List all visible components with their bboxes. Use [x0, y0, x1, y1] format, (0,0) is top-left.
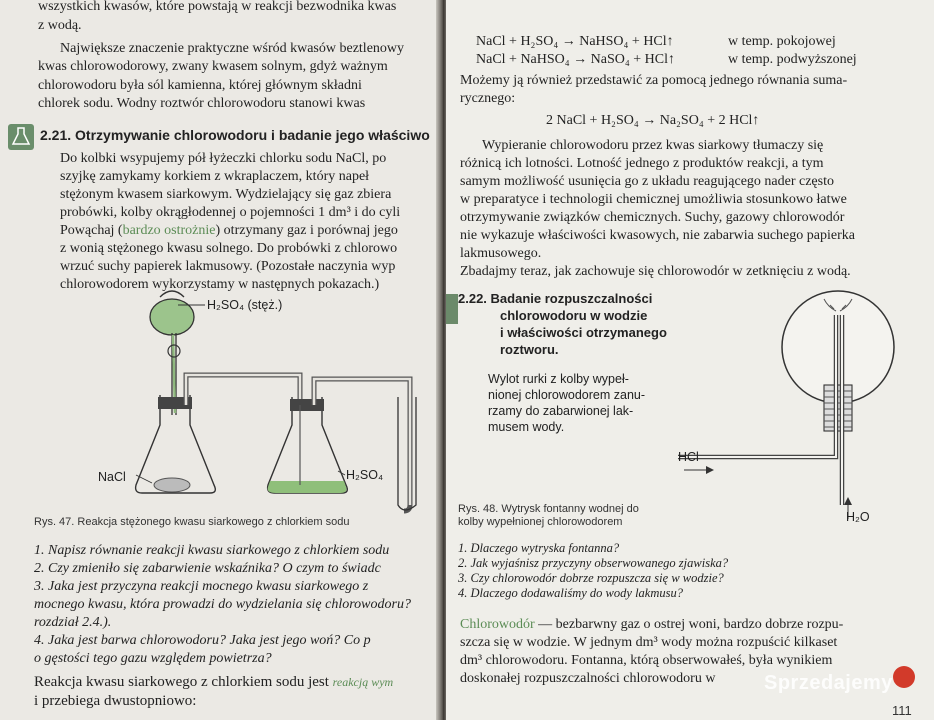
question: 2. Czy zmieniło się zabarwienie wskaźnika? O czym to świadc: [34, 561, 381, 576]
figure-caption: Rys. 48. Wytrysk fontanny wodnej do: [458, 503, 639, 515]
text-line: Reakcja kwasu siarkowego z chlorkiem sodu jest reakcją wym: [34, 674, 394, 690]
text-line: nie wykazuje właściwości kwasowych, nie zabarwia suchego papierka: [460, 228, 855, 243]
text-line: lakmusowego.: [460, 246, 542, 261]
text-line: samym możliwość usunięcia go z układu reagującego nader często: [460, 174, 834, 189]
text-line: Do kolbki wsypujemy pół łyżeczki chlorku sodu NaCl, po: [60, 151, 387, 166]
question: rozdział 2.4.).: [34, 615, 112, 630]
text-line: wrzuć suchy papierek lakmusowy. (Pozostałe naczynia wyp: [60, 259, 396, 274]
experiment-icon: [8, 124, 34, 150]
equation-condition: w temp. pokojowej: [728, 34, 836, 49]
definition-term: Chlorowodór: [460, 617, 535, 632]
text-line: kwas chlorowodorowy, zwany kwasem solnym, gdyż ważnym: [38, 59, 388, 74]
section-title: 2.21. Otrzymywanie chlorowodoru i badanie jego właściwo: [40, 127, 430, 143]
left-page: [0, 0, 442, 720]
question: 4. Jaka jest barwa chlorowodoru? Jaka jest jego woń? Co p: [34, 633, 371, 648]
label-hcl: HCl: [678, 450, 699, 464]
question: 3. Czy chlorowodór dobrze rozpuszcza się w wodzie?: [458, 571, 724, 585]
text-line: probówki, kolby okrągłodennej o pojemności 1 dm³ i do cyli: [60, 205, 401, 220]
section-title: roztworu.: [500, 342, 559, 357]
text-line: w preparatyce i technologii chemicznej umożliwia stosunkowo łatwe: [460, 192, 847, 207]
text-line: różnicą ich lotności. Lotność jednego z produktów reakcji, a tym: [460, 156, 824, 171]
section-marker-icon: [446, 294, 458, 324]
question: 2. Jak wyjaśnisz przyczyny obserwowanego zjawiska?: [458, 556, 729, 570]
question: 1. Napisz równanie reakcji kwasu siarkowego z chlorkiem sodu: [34, 543, 390, 558]
definition-line: Chlorowodór — bezbarwny gaz o ostrej woni, bardzo dobrze rozpu-: [460, 617, 844, 632]
figure-caption: Rys. 47. Reakcja stężonego kwasu siarkowego z chlorkiem sodu: [34, 516, 350, 528]
text-line: chlorek sodu. Wodny roztwór chlorowodoru stanowi kwas: [38, 96, 366, 111]
text-line: Powąchaj (bardzo ostrożnie) otrzymany gaz i porównaj jego: [60, 223, 398, 238]
warning-text: bardzo ostrożnie: [122, 223, 216, 238]
equation: NaCl + H₂SO₄ → NaHSO₄ + HCl↑: [476, 34, 674, 49]
right-page: [446, 0, 934, 720]
text-line: Zbadajmy teraz, jak zachowuje się chlorowodór w zetknięciu z wodą.: [460, 264, 851, 279]
question: 1. Dlaczego wytryska fontanna?: [458, 541, 620, 555]
watermark-logo-icon: [893, 666, 915, 688]
summary-equation: 2 NaCl + H₂SO₄ → Na₂SO₄ + 2 HCl↑: [546, 113, 760, 128]
text-line: stężonym kwasem siarkowym. Wydzielający się gaz zbiera: [60, 187, 392, 202]
equation: NaCl + NaHSO₄ → NaSO₄ + HCl↑: [476, 52, 675, 67]
section-title: i właściwości otrzymanego: [500, 325, 667, 340]
definition-line: dm³ chlorowodoru. Fontanna, którą obserwowałeś, była wynikiem: [460, 653, 833, 668]
text-line: otrzymywanie związków chemicznych. Suchy, gazowy chlorowodór: [460, 210, 845, 225]
text-line: z wonią stężonego kwasu solnego. Do probówki z chlorowo: [60, 241, 398, 256]
equation-condition: w temp. podwyższonej: [728, 52, 857, 67]
text-line: chlorowodoru była sól kamienna, której głównym składni: [38, 78, 362, 93]
watermark-text: Sprzedajemy: [764, 672, 893, 694]
text-line: rycznego:: [460, 91, 516, 106]
text-line: Wypieranie chlorowodoru przez kwas siarkowy tłumaczy się: [482, 138, 824, 153]
question: 4. Dlaczego dodawaliśmy do wody lakmusu?: [458, 586, 683, 600]
text-line: szyjkę zamykamy korkiem z wkraplaczem, który napeł: [60, 169, 370, 184]
question: o gęstości tego gazu względem powietrza?: [34, 651, 272, 666]
text-line: chlorowodorem wykorzystamy w następnych pokazach.): [60, 277, 380, 292]
definition-line: szcza się w wodzie. W jednym dm³ wody można rozpuścić kilkaset: [460, 635, 838, 650]
text-line: i przebiega dwustopniowo:: [34, 693, 197, 709]
question: 3. Jaka jest przyczyna reakcji mocnego kwasu siarkowego z: [34, 579, 369, 594]
label-h2o: H₂O: [846, 510, 870, 524]
section-title: chlorowodoru w wodzie: [500, 308, 648, 323]
section-title: 2.22. Badanie rozpuszczalności: [458, 291, 653, 306]
text-line: Możemy ją również przedstawić za pomocą jednego równania suma-: [460, 73, 848, 88]
text-line: wszystkich kwasów, które powstają w reakcji bezwodnika kwas: [38, 0, 397, 14]
instruction-line: musem wody.: [488, 420, 565, 434]
definition-line: doskonałej rozpuszczalności chlorowodoru w: [460, 671, 716, 686]
label-nacl: NaCl: [98, 470, 126, 484]
text-line: z wodą.: [38, 18, 82, 33]
instruction-line: Wylot rurki z kolby wypeł-: [488, 372, 629, 386]
label-h2so4: H₂SO₄: [346, 468, 384, 482]
label-h2so4-conc: H₂SO₄ (stęż.): [207, 298, 283, 312]
page-number: 111: [892, 703, 912, 718]
fountain-figure: [678, 285, 928, 535]
question: mocnego kwasu, która prowadzi do wydzielania się chlorowodoru?: [34, 597, 411, 612]
text-line: Największe znaczenie praktyczne wśród kwasów beztlenowy: [60, 41, 405, 56]
instruction-line: nionej chlorowodorem zanu-: [488, 388, 646, 402]
instruction-line: rzamy do zabarwionej lak-: [488, 404, 634, 418]
figure-caption: kolby wypełnionej chlorowodorem: [458, 516, 623, 528]
